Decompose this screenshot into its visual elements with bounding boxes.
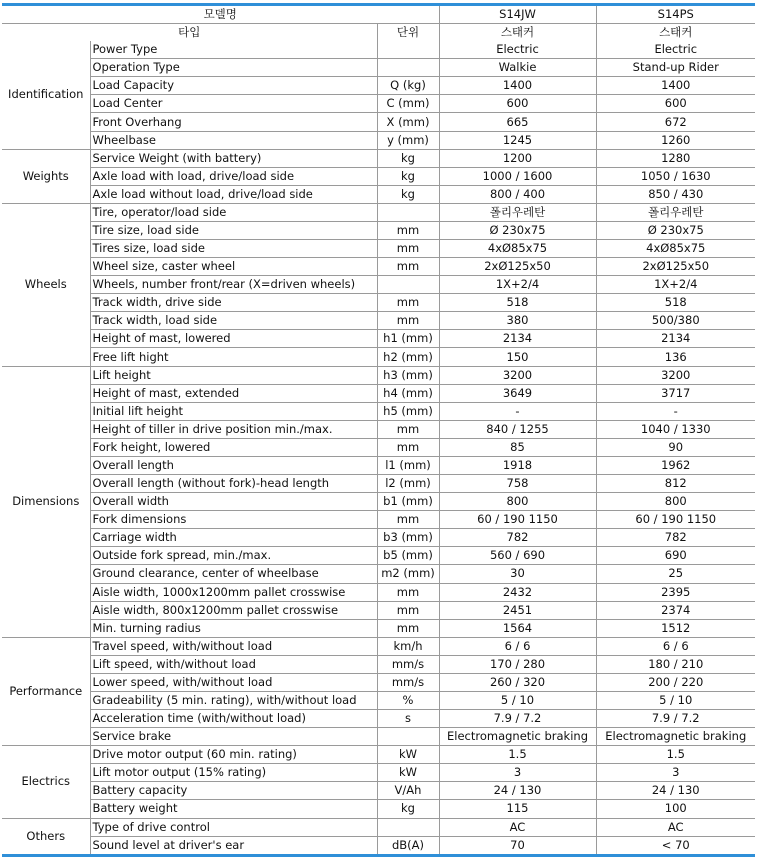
table-row (2, 240, 755, 258)
spec-value-model-1: 560 / 690 (439, 547, 596, 565)
spec-value-model-1: 1X+2/4 (439, 276, 596, 294)
spec-value-model-2: 25 (596, 565, 755, 583)
spec-item: Tires size, load side (90, 240, 377, 258)
spec-item: Fork dimensions (90, 511, 377, 529)
spec-item: Free lift hight (90, 348, 377, 366)
spec-unit: X (mm) (377, 113, 439, 131)
spec-value-model-1: AC (439, 818, 596, 836)
spec-unit (377, 728, 439, 746)
spec-value-model-2: Stand-up Rider (596, 59, 755, 77)
table-row (2, 456, 755, 474)
spec-item: Initial lift height (90, 402, 377, 420)
spec-item: Battery weight (90, 800, 377, 818)
spec-value-model-2: 5 / 10 (596, 691, 755, 709)
spec-item: Tire, operator/load side (90, 203, 377, 221)
spec-value-model-1: 518 (439, 294, 596, 312)
spec-value-model-2: 1.5 (596, 746, 755, 764)
spec-unit: mm (377, 420, 439, 438)
spec-value-model-1: 5 / 10 (439, 691, 596, 709)
spec-item: Sound level at driver's ear (90, 836, 377, 855)
spec-value-model-2: 90 (596, 438, 755, 456)
spec-unit: mm (377, 240, 439, 258)
spec-item: Axle load with load, drive/load side (90, 167, 377, 185)
spec-item: Aisle width, 1000x1200mm pallet crosswise (90, 583, 377, 601)
spec-unit: mm (377, 583, 439, 601)
table-row (2, 475, 755, 493)
spec-item: Track width, drive side (90, 294, 377, 312)
spec-value-model-2: 136 (596, 348, 755, 366)
spec-item: Front Overhang (90, 113, 377, 131)
spec-value-model-1: 3200 (439, 366, 596, 384)
spec-value-model-1: 1.5 (439, 746, 596, 764)
spec-table (2, 3, 755, 857)
spec-value-model-2: 폴리우레탄 (596, 203, 755, 221)
spec-unit: mm (377, 511, 439, 529)
spec-unit: dB(A) (377, 836, 439, 855)
spec-unit: C (mm) (377, 95, 439, 113)
header-row-model (2, 5, 755, 24)
spec-item: Power Type (90, 41, 377, 59)
spec-value-model-2: 812 (596, 475, 755, 493)
spec-value-model-1: 30 (439, 565, 596, 583)
group-label: Others (2, 818, 90, 855)
table-row (2, 366, 755, 384)
spec-item: Lift speed, with/without load (90, 655, 377, 673)
spec-unit: kg (377, 800, 439, 818)
spec-value-model-2: < 70 (596, 836, 755, 855)
group-label: Wheels (2, 203, 90, 366)
spec-value-model-1: 1564 (439, 619, 596, 637)
spec-unit: mm (377, 221, 439, 239)
table-row (2, 746, 755, 764)
table-row (2, 384, 755, 402)
spec-item: Battery capacity (90, 782, 377, 800)
spec-value-model-2: 1962 (596, 456, 755, 474)
spec-value-model-1: 4xØ85x75 (439, 240, 596, 258)
table-row (2, 203, 755, 221)
spec-item: Axle load without load, drive/load side (90, 185, 377, 203)
spec-unit (377, 818, 439, 836)
type-label: 타입 (2, 24, 377, 42)
spec-item: Load Capacity (90, 77, 377, 95)
spec-unit: l1 (mm) (377, 456, 439, 474)
spec-unit: mm/s (377, 655, 439, 673)
spec-value-model-2: 1512 (596, 619, 755, 637)
table-header (2, 5, 755, 42)
spec-value-model-2: AC (596, 818, 755, 836)
spec-unit: h2 (mm) (377, 348, 439, 366)
table-row (2, 529, 755, 547)
spec-item: Service Weight (with battery) (90, 149, 377, 167)
spec-unit: kg (377, 167, 439, 185)
spec-value-model-2: 24 / 130 (596, 782, 755, 800)
spec-item: Overall length (90, 456, 377, 474)
table-row (2, 330, 755, 348)
spec-value-model-2: 2134 (596, 330, 755, 348)
spec-value-model-2: 690 (596, 547, 755, 565)
spec-unit: kW (377, 746, 439, 764)
table-row (2, 167, 755, 185)
table-row (2, 221, 755, 239)
table-row (2, 420, 755, 438)
spec-value-model-1: - (439, 402, 596, 420)
spec-unit: Q (kg) (377, 77, 439, 95)
spec-value-model-2: 6 / 6 (596, 637, 755, 655)
spec-unit (377, 59, 439, 77)
table-row (2, 95, 755, 113)
spec-item: Gradeability (5 min. rating), with/without load (90, 691, 377, 709)
spec-unit: b5 (mm) (377, 547, 439, 565)
spec-value-model-1: 665 (439, 113, 596, 131)
spec-value-model-1: 1245 (439, 131, 596, 149)
spec-value-model-1: 2134 (439, 330, 596, 348)
spec-item: Load Center (90, 95, 377, 113)
table-row (2, 59, 755, 77)
spec-value-model-2: 1280 (596, 149, 755, 167)
spec-unit: y (mm) (377, 131, 439, 149)
spec-value-model-1: 150 (439, 348, 596, 366)
spec-value-model-2: 1040 / 1330 (596, 420, 755, 438)
spec-value-model-1: Electric (439, 41, 596, 59)
spec-value-model-1: 1200 (439, 149, 596, 167)
table-row (2, 77, 755, 95)
spec-value-model-1: 3649 (439, 384, 596, 402)
table-row (2, 113, 755, 131)
spec-value-model-2: 100 (596, 800, 755, 818)
spec-item: Height of mast, lowered (90, 330, 377, 348)
spec-value-model-1: 3 (439, 764, 596, 782)
spec-value-model-1: 800 / 400 (439, 185, 596, 203)
spec-unit: h1 (mm) (377, 330, 439, 348)
table-row (2, 619, 755, 637)
spec-value-model-2: Electromagnetic braking (596, 728, 755, 746)
table-row (2, 402, 755, 420)
table-row (2, 800, 755, 818)
spec-item: Overall width (90, 493, 377, 511)
spec-value-model-2: 3 (596, 764, 755, 782)
spec-item: Wheel size, caster wheel (90, 258, 377, 276)
spec-value-model-2: 1X+2/4 (596, 276, 755, 294)
table-row (2, 348, 755, 366)
group-label: Performance (2, 637, 90, 745)
table-row (2, 547, 755, 565)
table-row (2, 836, 755, 855)
spec-item: Track width, load side (90, 312, 377, 330)
spec-unit: mm (377, 601, 439, 619)
spec-unit: s (377, 710, 439, 728)
spec-unit: h5 (mm) (377, 402, 439, 420)
spec-value-model-1: 1400 (439, 77, 596, 95)
table-row (2, 782, 755, 800)
spec-unit (377, 41, 439, 59)
model-name-1: S14JW (439, 5, 596, 24)
spec-value-model-2: 7.9 / 7.2 (596, 710, 755, 728)
table-row (2, 276, 755, 294)
spec-item: Aisle width, 800x1200mm pallet crosswise (90, 601, 377, 619)
table-row (2, 258, 755, 276)
spec-unit: kg (377, 149, 439, 167)
spec-item: Acceleration time (with/without load) (90, 710, 377, 728)
spec-unit: kg (377, 185, 439, 203)
spec-unit: % (377, 691, 439, 709)
spec-value-model-2: 1050 / 1630 (596, 167, 755, 185)
spec-unit: mm (377, 258, 439, 276)
spec-value-model-2: 800 (596, 493, 755, 511)
spec-value-model-1: 2xØ125x50 (439, 258, 596, 276)
spec-value-model-2: 672 (596, 113, 755, 131)
spec-value-model-2: 782 (596, 529, 755, 547)
spec-unit: h4 (mm) (377, 384, 439, 402)
group-label: Weights (2, 149, 90, 203)
spec-unit: b3 (mm) (377, 529, 439, 547)
spec-unit: mm (377, 312, 439, 330)
spec-value-model-1: 800 (439, 493, 596, 511)
spec-unit: mm (377, 294, 439, 312)
table-body (2, 41, 755, 855)
spec-value-model-2: 200 / 220 (596, 673, 755, 691)
spec-value-model-2: 2395 (596, 583, 755, 601)
spec-item: Overall length (without fork)-head length (90, 475, 377, 493)
spec-unit: l2 (mm) (377, 475, 439, 493)
spec-value-model-2: 2374 (596, 601, 755, 619)
spec-unit: mm (377, 619, 439, 637)
spec-value-model-2: 180 / 210 (596, 655, 755, 673)
spec-unit (377, 203, 439, 221)
table-row (2, 728, 755, 746)
group-label: Electrics (2, 746, 90, 818)
spec-value-model-1: Walkie (439, 59, 596, 77)
spec-item: Lift motor output (15% rating) (90, 764, 377, 782)
spec-value-model-1: 60 / 190 1150 (439, 511, 596, 529)
table-row (2, 511, 755, 529)
spec-item: Tire size, load side (90, 221, 377, 239)
spec-unit: m2 (mm) (377, 565, 439, 583)
spec-item: Carriage width (90, 529, 377, 547)
spec-value-model-1: 170 / 280 (439, 655, 596, 673)
spec-item: Lift height (90, 366, 377, 384)
table-row (2, 673, 755, 691)
table-row (2, 131, 755, 149)
spec-value-model-1: 2432 (439, 583, 596, 601)
spec-value-model-2: 500/380 (596, 312, 755, 330)
spec-value-model-1: 600 (439, 95, 596, 113)
spec-unit: kW (377, 764, 439, 782)
spec-unit: V/Ah (377, 782, 439, 800)
spec-unit: b1 (mm) (377, 493, 439, 511)
spec-item: Outside fork spread, min./max. (90, 547, 377, 565)
table-row (2, 691, 755, 709)
table-row (2, 601, 755, 619)
table-row (2, 565, 755, 583)
table-row (2, 764, 755, 782)
spec-unit: h3 (mm) (377, 366, 439, 384)
table-row (2, 655, 755, 673)
spec-value-model-1: 782 (439, 529, 596, 547)
table-row (2, 312, 755, 330)
spec-value-model-1: 115 (439, 800, 596, 818)
spec-unit: km/h (377, 637, 439, 655)
spec-item: Service brake (90, 728, 377, 746)
spec-value-model-1: 380 (439, 312, 596, 330)
spec-value-model-1: 70 (439, 836, 596, 855)
spec-item: Height of tiller in drive position min./max. (90, 420, 377, 438)
model-type-2: 스태커 (596, 24, 755, 42)
spec-value-model-2: 3200 (596, 366, 755, 384)
spec-value-model-1: 1918 (439, 456, 596, 474)
group-label: Dimensions (2, 366, 90, 637)
spec-value-model-2: 600 (596, 95, 755, 113)
model-name-2: S14PS (596, 5, 755, 24)
header-row-type (2, 24, 755, 42)
spec-item: Min. turning radius (90, 619, 377, 637)
spec-value-model-1: 1000 / 1600 (439, 167, 596, 185)
table-row (2, 438, 755, 456)
spec-item: Lower speed, with/without load (90, 673, 377, 691)
spec-value-model-2: - (596, 402, 755, 420)
spec-value-model-2: 518 (596, 294, 755, 312)
table-row (2, 493, 755, 511)
table-row (2, 583, 755, 601)
table-row (2, 41, 755, 59)
table-row (2, 294, 755, 312)
spec-value-model-2: 850 / 430 (596, 185, 755, 203)
spec-value-model-1: 폴리우레탄 (439, 203, 596, 221)
model-type-1: 스태커 (439, 24, 596, 42)
spec-item: Height of mast, extended (90, 384, 377, 402)
spec-value-model-2: 2xØ125x50 (596, 258, 755, 276)
spec-item: Travel speed, with/without load (90, 637, 377, 655)
spec-item: Ground clearance, center of wheelbase (90, 565, 377, 583)
spec-item: Type of drive control (90, 818, 377, 836)
table-row (2, 637, 755, 655)
table-row (2, 185, 755, 203)
spec-value-model-2: 60 / 190 1150 (596, 511, 755, 529)
spec-value-model-1: 260 / 320 (439, 673, 596, 691)
spec-value-model-1: 24 / 130 (439, 782, 596, 800)
unit-label: 단위 (377, 24, 439, 42)
spec-item: Fork height, lowered (90, 438, 377, 456)
model-label: 모델명 (2, 5, 439, 24)
spec-unit (377, 276, 439, 294)
spec-value-model-2: 4xØ85x75 (596, 240, 755, 258)
spec-value-model-1: 2451 (439, 601, 596, 619)
table-row (2, 149, 755, 167)
spec-value-model-2: 1260 (596, 131, 755, 149)
spec-value-model-1: 6 / 6 (439, 637, 596, 655)
spec-value-model-1: 758 (439, 475, 596, 493)
spec-value-model-2: Electric (596, 41, 755, 59)
spec-item: Wheelbase (90, 131, 377, 149)
spec-item: Wheels, number front/rear (X=driven wheels) (90, 276, 377, 294)
spec-value-model-1: Electromagnetic braking (439, 728, 596, 746)
spec-unit: mm (377, 438, 439, 456)
spec-value-model-1: 85 (439, 438, 596, 456)
spec-item: Drive motor output (60 min. rating) (90, 746, 377, 764)
table-row (2, 818, 755, 836)
spec-value-model-2: 1400 (596, 77, 755, 95)
table-row (2, 710, 755, 728)
spec-value-model-1: 840 / 1255 (439, 420, 596, 438)
spec-value-model-1: 7.9 / 7.2 (439, 710, 596, 728)
spec-item: Operation Type (90, 59, 377, 77)
group-label: Identification (2, 41, 90, 149)
spec-value-model-2: 3717 (596, 384, 755, 402)
spec-value-model-2: Ø 230x75 (596, 221, 755, 239)
spec-value-model-1: Ø 230x75 (439, 221, 596, 239)
spec-unit: mm/s (377, 673, 439, 691)
